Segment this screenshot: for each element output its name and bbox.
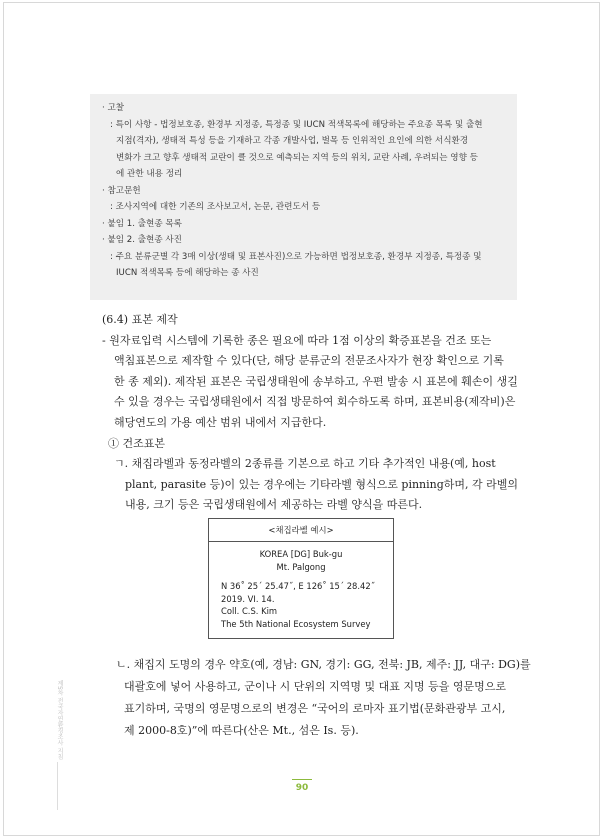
specimen-section — [102, 310, 522, 516]
item-b — [116, 654, 531, 742]
paragraph-line: 대괄호에 넣어 사용하고, 군이나 시 단위의 지역명 및 대표 지명 등을 영문명으로 — [124, 680, 506, 693]
notes-line: 지점(격자), 생태적 특성 등을 기재하고 각종 개발사업, 벌목 등 인위적인 요인에 의한 서식환경 — [116, 136, 469, 146]
notes-line: · 고찰 — [102, 103, 125, 113]
page-number-rule — [292, 779, 312, 780]
notes-line: : 특이 사항 - 법정보호종, 환경부 지정종, 특정종 및 IUCN 적색목록에 해당하는 주요종 목록 및 출현 — [110, 119, 483, 130]
paragraph-line: 해당연도의 가용 예산 범위 내에서 지급한다. — [114, 415, 327, 429]
paragraph-line: ㄱ. 채집라벨과 동정라벨의 2종류를 기본으로 하고 기타 추가적인 내용(예, host — [114, 457, 496, 471]
label-line: Mt. Palgong — [276, 562, 326, 572]
label-example-header: <채집라벨 예시> — [209, 519, 393, 542]
notes-line: : 주요 분류군별 각 3매 이상(생태 및 표본사진)으로 가능하면 법정보호종, 환경부 지정종, 특정종 및 — [110, 251, 482, 262]
paragraph-line: 제 2000-8호)”에 따른다(산은 Mt., 섬은 Is. 등). — [124, 724, 359, 737]
notes-box — [90, 94, 517, 300]
label-line: N 36˚ 25´ 25.47˝, E 126˚ 15´ 28.42˝ — [221, 581, 375, 591]
notes-line: · 붙임 1. 출현종 목록 — [102, 218, 182, 229]
label-example-box — [208, 518, 394, 639]
notes-line: IUCN 적색목록 등에 해당하는 종 사진 — [116, 268, 259, 278]
paragraph-line: - 원자료입력 시스템에 기록한 종은 필요에 따라 1점 이상의 확증표본을 건조 또는 — [102, 333, 492, 347]
paragraph-line: 한 종 제외). 제작된 표본은 국립생태원에 송부하고, 우편 발송 시 표본에 훼손이 생길 — [114, 374, 518, 388]
side-running-title: 제5차 전국자연환경조사 지침 — [56, 680, 63, 760]
label-line: Coll. C.S. Kim — [221, 606, 278, 616]
page-number: 90 — [295, 783, 309, 793]
paragraph-line: ㄴ. 채집지 도명의 경우 약호(예, 경남: GN, 경기: GG, 전북: JB, 제주: JJ, 대구: DG)를 — [116, 658, 531, 671]
paragraph-line: 수 있을 경우는 국립생태원에서 직접 방문하여 회수하도록 하며, 표본비용(제작비)은 — [114, 395, 516, 409]
label-line: KOREA [DG] Buk-gu — [259, 549, 343, 559]
section-heading: (6.4) 표본 제작 — [102, 313, 178, 326]
paragraph-line: 내용, 크기 등은 국립생태원에서 제공하는 라벨 양식을 따른다. — [125, 498, 423, 512]
notes-line: · 참고문헌 — [102, 185, 141, 196]
label-details — [209, 580, 393, 630]
paragraph-line: 표기하며, 국명의 영문명으로의 변경은 “국어의 로마자 표기법(문화관광부 고시, — [124, 702, 506, 715]
label-line: The 5th National Ecosystem Survey — [221, 618, 371, 629]
sub-heading: ① 건조표본 — [108, 436, 166, 450]
notes-line: 변화가 크고 향후 생태적 교란이 클 것으로 예측되는 지역 등의 위치, 교란 사례, 우려되는 영향 등 — [116, 152, 478, 163]
side-divider — [57, 762, 58, 810]
label-location — [209, 548, 393, 574]
notes-line: 에 관한 내용 정리 — [116, 169, 183, 179]
paragraph-line: 액침표본으로 제작할 수 있다(단, 해당 분류군의 전문조사자가 현장 확인으로 기록 — [114, 354, 504, 368]
notes-line: · 붙임 2. 출현종 사진 — [102, 235, 182, 245]
paragraph-line: plant, parasite 등)이 있는 경우에는 기타라벨 형식으로 pinning하며, 각 라벨의 — [125, 477, 519, 491]
label-line: 2019. VI. 14. — [221, 593, 275, 604]
notes-line: : 조사지역에 대한 기존의 조사보고서, 논문, 관련도서 등 — [110, 202, 321, 212]
